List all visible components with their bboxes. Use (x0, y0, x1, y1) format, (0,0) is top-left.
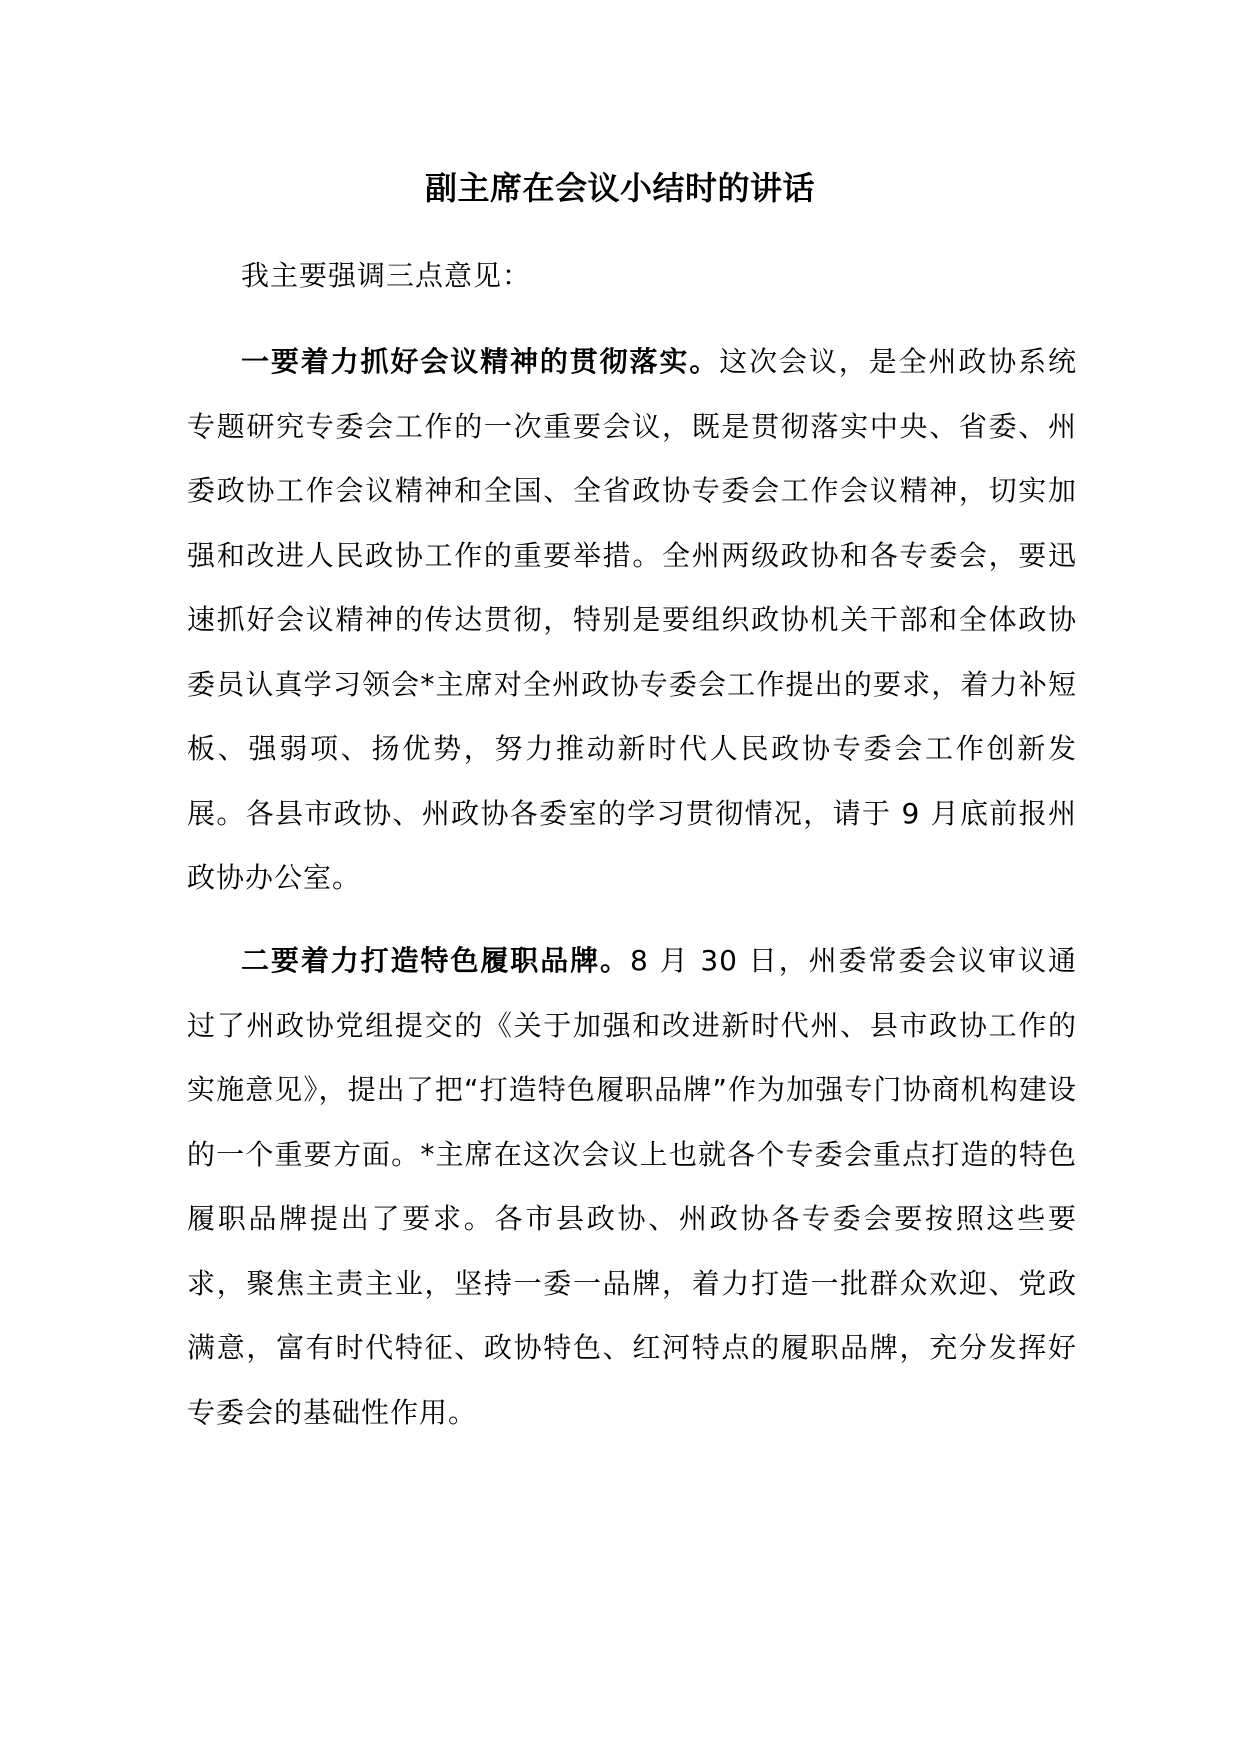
document-title: 副主席在会议小结时的讲话 (424, 169, 815, 207)
paragraph-2 (187, 929, 1077, 1445)
paragraph-2-lead: 二要着力打造特色履职品牌。 (241, 944, 630, 977)
paragraph-2-text: 8 月 30 日，州委常委会议审议通过了州政协党组提交的《关于加强和改进新时代州、县市政协工作的实施意见》，提出了把“打造特色履职品牌”作为加强专门协商机构建设的一个重要方面。*主席在这次会议上也就各个专委会重点打造的特色履职品牌提出了要求。各市县政协、州政协各专委会要按照这些要求，聚焦主责主业，坚持一委一品牌，着力打造一批群众欢迎、党政满意，富有时代特征、政协特色、红河特点的履职品牌，充分发挥好专委会的基础性作用。 (187, 944, 1077, 1429)
paragraph-1-text: 这次会议，是全州政协系统专题研究专委会工作的一次重要会议，既是贯彻落实中央、省委、州委政协工作会议精神和全国、全省政协专委会工作会议精神，切实加强和改进人民政协工作的重要举措。全州两级政协和各专委会，要迅速抓好会议精神的传达贯彻，特别是要组织政协机关干部和全体政协委员认真学习领会*主席对全州政协专委会工作提出的要求，着力补短板、强弱项、扬优势，努力推动新时代人民政协专委会工作创新发展。各县市政协、州政协各委室的学习贯彻情况，请于 9 月底前报州政协办公室。 (187, 345, 1077, 894)
paragraph-1-lead: 一要着力抓好会议精神的贯彻落实。 (241, 345, 720, 378)
intro-paragraph: 我主要强调三点意见： (241, 259, 532, 292)
paragraph-1 (187, 330, 1077, 911)
